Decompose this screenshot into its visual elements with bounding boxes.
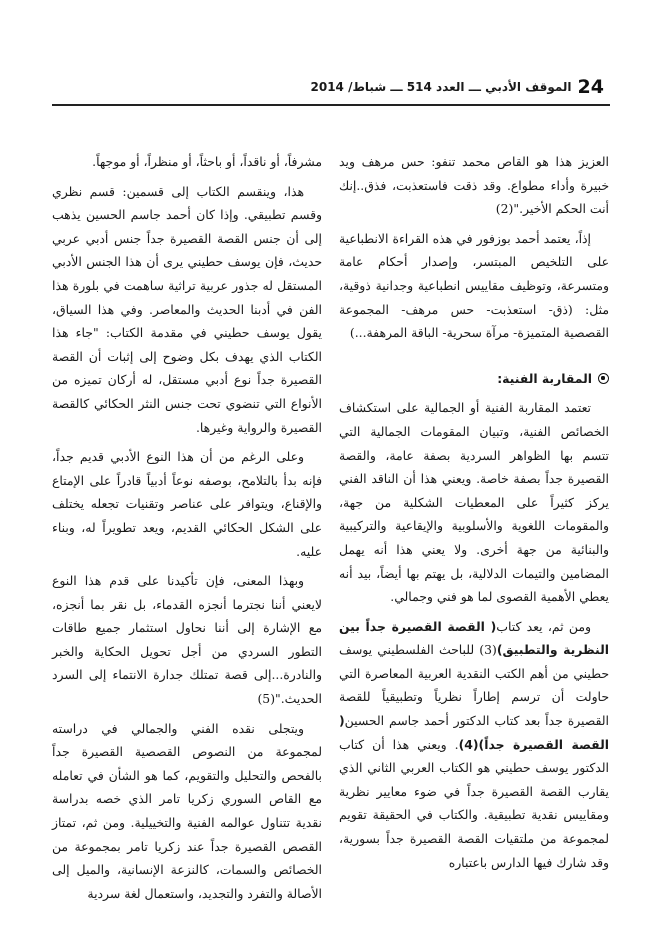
section-heading-label: المقاربة الفنية:	[497, 370, 592, 386]
page-number: 24	[577, 76, 604, 98]
paragraph-text: . ويعني هذا أن كتاب الدكتور يوسف حطيني هو الكتاب العربي الثاني الذي يقارب القصة القصيرة جداً في ضوء معايير نظرية ومقاييس نقدية تطبيقية. والكتاب في الحقيقة تقويم لمجموعة من ملتقيات القصة القصيرة جداً بسورية، وقد شارك فيها الدارس باعتباره	[339, 736, 609, 870]
paragraph: مشرفاً، أو ناقداً، أو باحثاً، أو منظراً، أو موجهاً.	[92, 154, 322, 169]
right-column	[339, 150, 609, 874]
paragraph: وبهذا المعنى، فإن تأكيدنا على قدم هذا النوع لايعني أننا نجترما أنجزه القدماء، بل نقر بما أنجزه، مع الإشارة إلى أننا نحاول استثمار جميع طاقات التطور السردي من أجل تحويل الحكاية والخبر والنادرة...إلى قصة تمتلك جدارة الانتماء إلى السرد الحديث."(5)	[52, 573, 322, 707]
paragraph: العزيز هذا هو القاص محمد تنفو: حس مرهف ويد خبيرة وأداء مطواع. وقد ذقت فاستعذبت، فذق..إنك أنت الحكم الأخير."(2)	[339, 154, 609, 217]
bullet-icon	[598, 373, 609, 384]
magazine-title: الموقف الأدبي ـــ العدد 514 ـــ شباط/ 2014	[310, 80, 572, 94]
page-header	[310, 76, 604, 98]
book-title: ( القصة القصيرة جداً)(4)	[339, 713, 609, 752]
paragraph-text: ومن ثم، يعد كتاب	[496, 618, 591, 634]
paragraph-text: (3) للباحث الفلسطيني يوسف حطيني من أهم الكتب النقدية العربية المعاصرة التي حاولت أن ترسم إطاراً نظرياً وتطبيقياً للقصة القصيرة جداً بعد كتاب الدكتور أحمد جاسم الحسين	[339, 642, 609, 729]
book-title: ( القصة القصيرة جداً بين النظرية والتطبيق)	[339, 618, 609, 658]
paragraph	[339, 615, 609, 875]
left-column	[52, 150, 322, 905]
header-rule	[52, 104, 610, 106]
paragraph: ويتجلى نقده الفني والجمالي في دراسته لمجموعة من النصوص القصصية القصيرة جداً بالفحص والتحليل والتقويم، كما هو الشأن في تعامله مع القاص السوري زكريا تامر الذي خصه بدراسة نقدية تتناول عوالمه الفنية والتخييلية. ومن ثم، تمتاز القصص القصيرة جداً عند زكريا تامر بمجموعة من الخصائص والسمات، كالنزعة الإنسانية، والميل إلى الأصالة والتفرد والتجديد، واستعمال لغة سردية	[52, 720, 322, 901]
paragraph: هذا، وينقسم الكتاب إلى قسمين: قسم نظري وقسم تطبيقي. وإذا كان أحمد جاسم الحسين يذهب إلى أن جنس القصة القصيرة جداً جنس أدبي عربي حديث، فإن يوسف حطيني يرى أن هذا الجنس الأدبي المستقل له جذور عربية تراثية ساهمت في بلورة هذا الفن في أدبنا الحديث والمعاصر. وفي هذا السياق، يقول يوسف حطيني في مقدمة الكتاب: "جاء هذا الكتاب الذي يهدف بكل وضوح إلى إثبات أن القصة القصيرة جداً نوع أدبي مستقل، له أركان تميزه من الأنواع التي تنضوي تحت جنس النثر الحكائي كالقصة القصيرة والرواية وغيرها.	[52, 183, 322, 435]
paragraph: تعتمد المقاربة الفنية أو الجمالية على استكشاف الخصائص الفنية، وتبيان المقومات الجمالية التي تتسم بها الظواهر السردية بصفة عامة، والقصة القصيرة جداً بصفة خاصة. ويعني هذا أن الناقد الفني يركز كثيراً على المعطيات الشكلية من جهة، والمقومات اللغوية والأسلوبية والإيقاعية والتركيبية والبنائية من جهة أخرى. ولا يعني هذا أنه يهمل المضامين والتيمات الدلالية، بل يهتم بها أيضاً، بيد أنه يعطي الأهمية القصوى لما هو فني وجمالي.	[339, 400, 609, 605]
paragraph: وعلى الرغم من أن هذا النوع الأدبي قديم جداً، فإنه بدأ بالتلامح، بوصفه نوعاً أدبياً قادراً على الإمتاع والإقناع، ويتوافر على عناصر وتقنيات تجعله يختلف على الشكل الحكائي القديم، ويعد تطويراً له، وبناء عليه.	[52, 449, 322, 559]
section-heading	[339, 367, 609, 391]
paragraph: إذاً، يعتمد أحمد بوزفور في هذه القراءة الانطباعية على التلخيص المبتسر، وإصدار أحكام عامة ومتسرعة، وتوظيف مقاييس انطباعية وجدانية ذوقية، مثل: (ذق- استعذبت- حس مرهف- المجموعة القصصية المتميزة- مرآة سحرية- الباقة المرهفة...)	[339, 230, 609, 341]
